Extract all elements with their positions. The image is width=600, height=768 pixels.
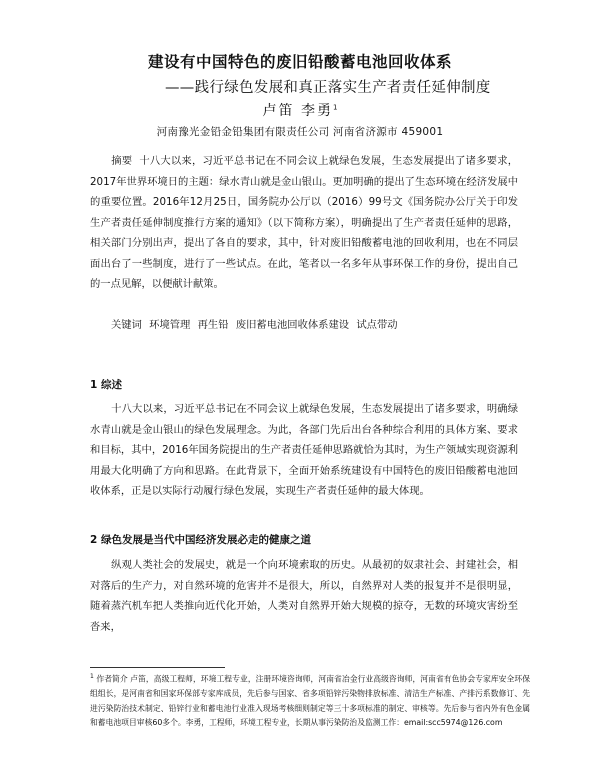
keyword-item: 再生铅 [197, 319, 229, 331]
abstract-label: 摘要 [111, 155, 133, 167]
keyword-item: 环境管理 [149, 319, 191, 331]
abstract-text: 十八大以来，习近平总书记在不同会议上就绿色发展，生态发展提出了诸多要求，2017年世界环境日的主题：绿水青山就是金山银山。更加明确的提出了生态环境在经济发展中的重要位置。2016年12月25日，国务院办公厅以（2016）99号文《国务院办公厅关于印发生产者责任延伸制度推行方案的通知》（以下简称方案），明确提出了生产者责任延伸的思路，相关部门分别出声，提出了各自的要求，其中，针对废旧铅酸蓄电池的回收利用，也在不同层面出台了一些制度，进行了一些试点。在此，笔者以一名多年从事环保工作的身份，提出自己的一点见解，以便献计献策。 [90, 155, 519, 290]
affiliation: 河南豫光金铅金铅集团有限责任公司 河南省济源市 459001 [156, 126, 444, 138]
footnote-mark: 1 [90, 673, 94, 680]
abstract [90, 151, 518, 295]
footnote [90, 670, 530, 731]
keyword-item: 废旧蓄电池回收体系建设 [235, 319, 350, 331]
footnote-divider [90, 667, 225, 668]
section-1-heading: 1 综述 [90, 379, 122, 391]
keyword-item: 试点带动 [356, 319, 398, 331]
keywords-label: 关键词 [111, 319, 142, 331]
author-footnote-mark: 1 [332, 103, 338, 112]
footnote-text: 作者简介 卢笛，高级工程师，环境工程专业，注册环境咨询师，河南省冶金行业高级咨询师，河南省有色协会专家库安全环保组组长，是河南省和国家环保部专家库成员，先后参与国家、省多项铅锌污染物排放标准、清洁生产标准、产排污系数修订、先进污染防治技术制定、铅锌行业和蓄电池行业准入现场考核细则制定等三十多项标准的制定、审核等。先后参与省内外有色金属和蓄电池项目审核60多个。李勇，工程师，环境工程专业，长期从事污染防治及监测工作：email:scc5974@126.com [90, 674, 530, 728]
section-2-text: 纵观人类社会的发展史，就是一个向环境索取的历史。从最初的奴隶社会、封建社会，相对落后的生产力，对自然环境的危害并不是很大，所以，自然界对人类的报复并不是很明显，随着蒸汽机车把人类推向近代化开始，人类对自然界开始大规模的掠夺，无数的环境灾害纷至沓来， [90, 559, 518, 633]
paper-title: 建设有中国特色的废旧铅酸蓄电池回收体系 [147, 53, 452, 71]
section-1-body [90, 399, 518, 502]
keywords [90, 316, 402, 331]
section-2-heading: 2 绿色发展是当代中国经济发展必走的健康之道 [90, 534, 311, 546]
paper-subtitle: ——践行绿色发展和真正落实生产者责任延伸制度 [165, 80, 491, 96]
section-1-text: 十八大以来，习近平总书记在不同会议上就绿色发展，生态发展提出了诸多要求，明确绿水青山就是金山银山的绿色发展理念。为此，各部门先后出台各种综合利用的具体方案、要求和目标，其中，2016年国务院提出的生产者责任延伸思路就恰为其时，为生产领域实现资源利用最大化明确了方向和思路。在此背景下，全面开始系统建设有中国特色的废旧铅酸蓄电池回收体系，正是以实际行动履行绿色发展，实现生产者责任延伸的最大体现。 [90, 403, 518, 497]
section-2-body [90, 555, 518, 637]
authors: 卢笛 李勇 [262, 103, 333, 119]
author-line [0, 100, 600, 120]
